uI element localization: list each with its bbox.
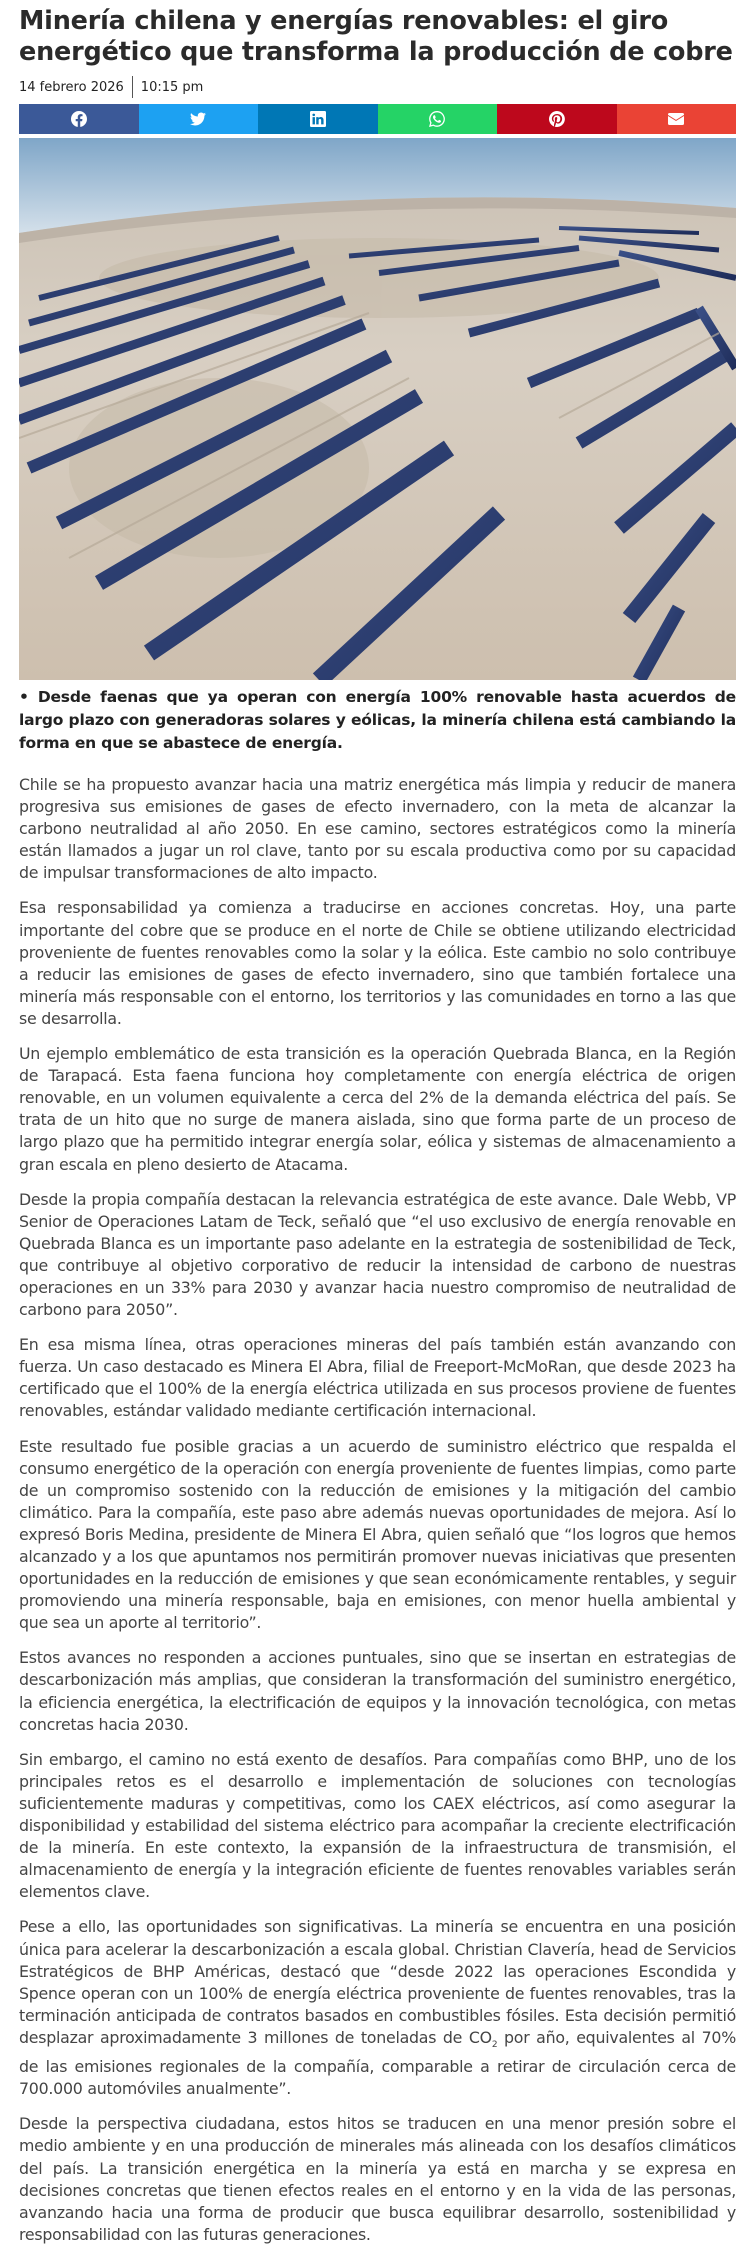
paragraph: Un ejemplo emblemático de esta transición es la operación Quebrada Blanca, en la Región de Tarapacá. Esta faena funciona hoy completamente con energía eléctrica de origen renovable, en un volumen equivalente a cerca del 2% de la demanda eléctrica del país. Se trata de un hito que no surge de manera aislada, sino que forma parte de un proceso de largo plazo que ha permitido integrar energía solar, eólica y sistemas de almacenamiento a gran escala en pleno desierto de Atacama. bbox=[19, 1044, 736, 1174]
paragraph: En esa misma línea, otras operaciones mineras del país también están avanzando con fuerza. Un caso destacado es Minera El Abra, filial de Freeport-McMoRan, que desde 2023 ha certificado que el 100% de la energía eléctrica utilizada en sus procesos proviene de fuentes renovables, estándar validado mediante certificación internacional. bbox=[19, 1335, 736, 1421]
twitter-icon bbox=[190, 111, 206, 127]
paragraph-text: Pese a ello, las oportunidades son significativas. La minería se encuentra en una posición única para acelerar la descarbonización a escala global. Christian Clavería, head de Servicios Estratégicos de BHP Américas, destacó que “desde 2022 las operaciones Escondida y Spence operan con un 100% de energía eléctrica proveniente de fuentes renovables, tras la terminación anticipada de contratos basados en combustibles fósiles. Esta decisión permitió desplazar aproximadamente 3 millones de toneladas de CO bbox=[19, 1917, 736, 2047]
paragraph: Este resultado fue posible gracias a un acuerdo de suministro eléctrico que respalda el consumo energético de la operación con energía proveniente de fuentes limpias, como parte de un compromiso sostenido con la reducción de emisiones y la mitigación del cambio climático. Para la compañía, este paso abre además nuevas oportunidades de mejora. Así lo expresó Boris Medina, presidente de Minera El Abra, quien señaló que “los logros que hemos alcanzado y a los que apuntamos nos permitirán promover nuevas iniciativas que presenten oportunidades en la reducción de emisiones y que sean económicamente rentables, y seguir promoviendo una minería responsable, baja en emisiones, con menor huella ambiental y que sea un aporte al territorio”. bbox=[19, 1436, 736, 1633]
whatsapp-icon bbox=[429, 111, 445, 127]
article-date: 14 febrero 2026 bbox=[19, 79, 124, 95]
paragraph: Desde la perspectiva ciudadana, estos hitos se traducen en una menor presión sobre el medio ambiente y en una producción de minerales más alineada con los desafíos climáticos del país. La transición energética en la minería ya está en marcha y se expresa en decisiones concretas que tienen efectos reales en el entorno y en la vida de las personas, avanzando hacia una forma de producir que busca equilibrar desarrollo, sostenibilidad y responsabilidad con las futuras generaciones. bbox=[19, 2114, 736, 2244]
meta-divider bbox=[132, 76, 133, 98]
share-whatsapp-button[interactable] bbox=[378, 104, 498, 134]
share-email-button[interactable] bbox=[617, 104, 737, 134]
article-time: 10:15 pm bbox=[140, 79, 204, 95]
pinterest-icon bbox=[549, 111, 565, 127]
share-linkedin-button[interactable] bbox=[258, 104, 378, 134]
envelope-icon bbox=[668, 111, 684, 127]
paragraph: Desde la propia compañía destacan la relevancia estratégica de este avance. Dale Webb, VP Senior de Operaciones Latam de Teck, señaló que “el uso exclusivo de energía renovable en Quebrada Blanca es un importante paso adelante en la estrategia de sostenibilidad de Teck, que contribuye al objetivo corporativo de reducir la intensidad de carbono de nuestras operaciones en un 33% para 2030 y avanzar hacia nuestro compromiso de neutralidad de carbono para 2050”. bbox=[19, 1189, 736, 1320]
paragraph bbox=[19, 1916, 736, 2100]
share-pinterest-button[interactable] bbox=[497, 104, 617, 134]
paragraph-text: por año, equivalentes al 70% de las emisiones regionales de la compañía, comparable a retirar de circulación cerca de 700.000 automóviles anualmente”. bbox=[19, 2027, 736, 2099]
subscript: 2 bbox=[491, 2040, 498, 2051]
article-body bbox=[19, 774, 736, 2246]
facebook-icon bbox=[71, 111, 87, 127]
share-bar bbox=[19, 104, 736, 134]
paragraph: Sin embargo, el camino no está exento de desafíos. Para compañías como BHP, uno de los principales retos es el desarrollo e implementación de soluciones con tecnologías suficientemente maduras y competitivas, como los CAEX eléctricos, así como asegurar la disponibilidad y estabilidad del sistema eléctrico para acompañar la creciente electrificación de la minería. En este contexto, la expansión de la infraestructura de transmisión, el almacenamiento de energía y la integración eficiente de fuentes renovables variables serán elementos clave. bbox=[19, 1749, 736, 1902]
share-facebook-button[interactable] bbox=[19, 104, 139, 134]
paragraph: Chile se ha propuesto avanzar hacia una matriz energética más limpia y reducir de manera progresiva sus emisiones de gases de efecto invernadero, con la meta de alcanzar la carbono neutralidad al año 2050. En ese camino, sectores estratégicos como la minería están llamados a jugar un rol clave, tanto por su escala productiva como por su capacidad de impulsar transformaciones de alto impacto. bbox=[19, 775, 736, 883]
paragraph: Estos avances no responden a acciones puntuales, sino que se insertan en estrategias de descarbonización más amplias, que consideran la transformación del suministro energético, la eficiencia energética, la electrificación de equipos y la innovación tecnológica, con metas concretas hacia 2030. bbox=[19, 1648, 736, 1734]
solar-farm-illustration bbox=[19, 138, 736, 680]
article-meta bbox=[19, 76, 736, 98]
article-title: Minería chilena y energías renovables: el giro energético que transforma la producción de cobre bbox=[19, 6, 733, 67]
article-lead: • Desde faenas que ya operan con energía 100% renovable hasta acuerdos de largo plazo con generadoras solares y eólicas, la minería chilena está cambiando la forma en que se abastece de energía. bbox=[19, 688, 736, 752]
linkedin-icon bbox=[310, 111, 326, 127]
hero-image bbox=[19, 138, 736, 680]
share-twitter-button[interactable] bbox=[139, 104, 259, 134]
paragraph: Esa responsabilidad ya comienza a traducirse en acciones concretas. Hoy, una parte importante del cobre que se produce en el norte de Chile se obtiene utilizando electricidad proveniente de fuentes renovables como la solar y la eólica. Este cambio no solo contribuye a reducir las emisiones de gases de efecto invernadero, sino que también fortalece una minería más responsable con el entorno, los territorios y las comunidades en torno a las que se desarrolla. bbox=[19, 898, 736, 1028]
